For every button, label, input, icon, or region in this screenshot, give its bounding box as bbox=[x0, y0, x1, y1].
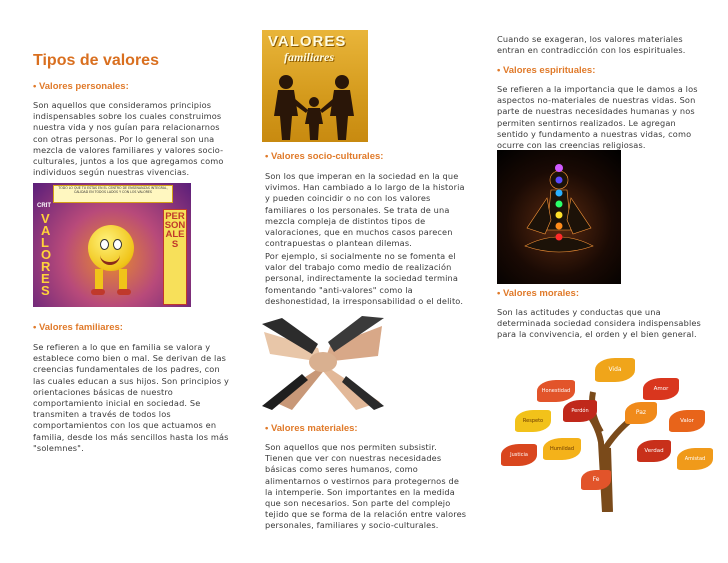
family-values-text: Se refieren a lo que en familia se valora y establece como bien o mal. Se derivan de las creencias fundamentales de los padres, con las cuales educan a sus hijos. Son principios y orientaciones básicas de nuestro comportamiento inicial en sociedad. Se transmiten a través de todos los comportamientos con los que actuamos en familia, desde los más sencillos hasta los más "solemnes". bbox=[33, 342, 229, 453]
tree-leaf-3: Amor bbox=[643, 378, 679, 400]
smiley-figure-icon bbox=[88, 225, 134, 271]
tree-leaf-8: Justicia bbox=[501, 444, 537, 466]
materials-vs-spiritual-text: Cuando se exageran, los valores materiales entran en contradicción con los espirituales. bbox=[497, 34, 686, 56]
moral-values-heading: • Valores morales: bbox=[497, 288, 580, 299]
tree-leaf-2: Vida bbox=[595, 358, 635, 382]
socio-cultural-values-text: Son los que imperan en la sociedad en la que vivimos. Han cambiado a lo largo de la historia y pueden coincidir o no con los valores familiares o los personales. Se trata de una mezcla compleja de distintos tipos de valoraciones, que en muchos casos parecen contrapuestas o plantean dilemas. bbox=[265, 171, 465, 249]
personal-values-heading: • Valores personales: bbox=[33, 81, 129, 92]
poster-word-personales: PERSONALES bbox=[163, 209, 187, 305]
joined-hands-image bbox=[262, 314, 384, 410]
tree-leaf-5: Perdón bbox=[563, 400, 597, 422]
valores-personales-poster bbox=[33, 183, 191, 307]
poster-crit: CRIT bbox=[37, 203, 51, 209]
moral-values-text: Son las actitudes y conductas que una determinada sociedad considera indispensables para la convivencia, el orden y el bien general. bbox=[497, 307, 701, 340]
family-silhouette-icon bbox=[262, 68, 368, 142]
meditation-chakras-image bbox=[497, 150, 621, 284]
logo-line1: VALORES bbox=[268, 33, 347, 50]
material-values-text: Son aquellos que nos permiten subsistir. Tienen que ver con nuestras necesidades básicas como seres humanos, como alimentarnos o vestirnos para protegernos de la intemperie. Son importantes en la medida que son necesarios. Son parte del complejo tejido que se forma de la relación entre valores personales, familiares y socio-culturales. bbox=[265, 442, 467, 531]
tree-leaf-1: Honestidad bbox=[537, 380, 575, 402]
poster-word-valores: VALORES bbox=[41, 211, 52, 298]
tree-leaf-7: Valor bbox=[669, 410, 705, 432]
tree-leaf-10: Verdad bbox=[637, 440, 671, 462]
spiritual-values-text: Se refieren a la importancia que le damos a los aspectos no-materiales de nuestras vidas. Son parte de nuestras necesidades humanas y nos permiten sentirnos realizados. Le agregan sentido y fundamento a nuestras vidas, como ocurre con las creencias religiosas. bbox=[497, 84, 698, 151]
tree-leaf-6: Paz bbox=[625, 402, 657, 424]
page-title: Tipos de valores bbox=[33, 52, 159, 69]
tree-leaf-4: Respeto bbox=[515, 410, 551, 432]
socio-cultural-example-text: Por ejemplo, si socialmente no se fomenta el valor del trabajo como medio de realización personal, indirectamente la sociedad termina fomentando "anti-valores" como la deshonestidad, la irresponsabilidad o el delito. bbox=[265, 251, 464, 306]
personal-values-text: Son aquellos que consideramos principios indispensables sobre los cuales construimos nuestra vida y nos guían para relacionarnos con otras personas. Por lo general son una mezcla de valores familiares y valores socio-culturales, juntos a los que agregamos como individuos según nuestras vivencias. bbox=[33, 100, 224, 178]
spiritual-values-heading: • Valores espirituales: bbox=[497, 65, 596, 76]
values-tree-image bbox=[497, 352, 719, 512]
poster-banner: TODO LO QUE TÚ ESTÁS EN EL CENTRO DE ENSEÑANZAS INTEGRAL, CALIDAD EN TODOS LADOS Y CON LOS VALORES bbox=[53, 185, 173, 203]
valores-familiares-logo bbox=[262, 30, 368, 142]
tree-leaf-12: Fe bbox=[581, 470, 611, 490]
family-values-heading: • Valores familiares: bbox=[33, 322, 123, 333]
material-values-heading: • Valores materiales: bbox=[265, 423, 358, 434]
tree-leaf-11: Amistad bbox=[677, 448, 713, 470]
logo-line2: familiares bbox=[284, 50, 334, 64]
tree-leaf-9: Humildad bbox=[543, 438, 581, 460]
socio-cultural-values-heading: • Valores socio-culturales: bbox=[265, 151, 384, 162]
